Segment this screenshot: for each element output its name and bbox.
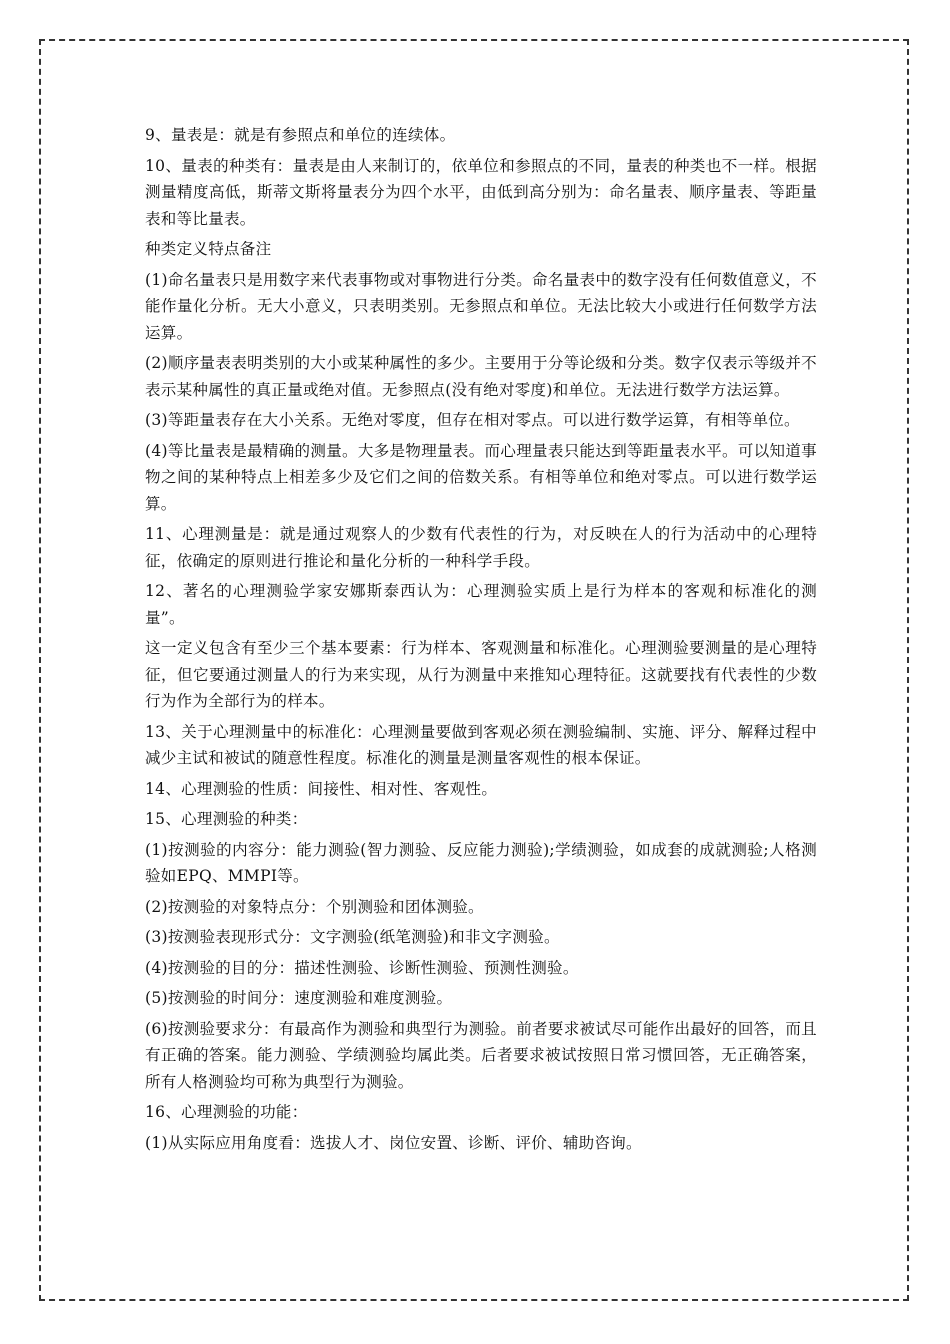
paragraph-definition-elements: 这一定义包含有至少三个基本要素：行为样本、客观测量和标准化。心理测验要测量的是心理特征，但它要通过测量人的行为来实现，从行为测量中来推知心理特征。这就要找有代表性的少数行为作为全部行为的样本。 [145, 639, 817, 710]
paragraph-interval-scale: (3)等距量表存在大小关系。无绝对零度，但存在相对零点。可以进行数学运算，有相等单位。 [145, 411, 800, 429]
document-body [145, 122, 817, 1160]
paragraph-13-standardization: 13、关于心理测量中的标准化：心理测量要做到客观必须在测验编制、实施、评分、解释过程中减少主试和被试的随意性程度。标准化的测量是测量客观性的根本保证。 [145, 722, 817, 767]
paragraph-type-by-purpose: (4)按测验的目的分：描述性测验、诊断性测验、预测性测验。 [145, 958, 579, 977]
paragraph-type-by-form: (3)按测验表现形式分：文字测验(纸笔测验)和非文字测验。 [145, 928, 560, 946]
paragraph-type-by-requirement: (6)按测验要求分：有最高作为测验和典型行为测验。前者要求被试尽可能作出最好的回答，而且有正确的答案。能力测验、学绩测验均属此类。后者要求被试按照日常习惯回答，无正确答案，所有人格测验均可称为典型行为测验。 [145, 1019, 817, 1091]
paragraph-ordinal-scale: (2)顺序量表表明类别的大小或某种属性的多少。主要用于分等论级和分类。数字仅表示等级并不表示某种属性的真正量或绝对值。无参照点(没有绝对零度)和单位。无法进行数学方法运算。 [145, 354, 817, 399]
paragraph-type-by-time: (5)按测验的时间分：速度测验和难度测验。 [145, 989, 453, 1007]
paragraph-11-psychological-measurement: 11、心理测量是：就是通过观察人的少数有代表性的行为，对反映在人的行为活动中的心理特征，依确定的原则进行推论和量化分析的一种科学手段。 [145, 525, 817, 570]
paragraph-16-test-functions: 16、心理测验的功能： [145, 1103, 308, 1121]
paragraph-12-anastasi-definition: 12、著名的心理测验学家安娜斯泰西认为：心理测验实质上是行为样本的客观和标准化的测量”。 [145, 582, 817, 627]
paragraph-15-test-types: 15、心理测验的种类： [145, 810, 308, 828]
paragraph-nominal-scale: (1)命名量表只是用数字来代表事物或对事物进行分类。命名量表中的数字没有任何数值意义，不能作量化分析。无大小意义，只表明类别。无参照点和单位。无法比较大小或进行任何数学方法运算。 [145, 270, 817, 342]
paragraph-type-by-content: (1)按测验的内容分：能力测验(智力测验、反应能力测验);学绩测验，如成套的成就测验;人格测验如EPQ、MMPI等。 [145, 840, 817, 885]
paragraph-9-scale-definition: 9、量表是：就是有参照点和单位的连续体。 [145, 126, 456, 144]
paragraph-table-header: 种类定义特点备注 [145, 240, 272, 258]
paragraph-function-practical: (1)从实际应用角度看：选拔人才、岗位安置、诊断、评价、辅助咨询。 [145, 1133, 642, 1152]
paragraph-ratio-scale: (4)等比量表是最精确的测量。大多是物理量表。而心理量表只能达到等距量表水平。可以知道事物之间的某种特点上相差多少及它们之间的倍数关系。有相等单位和绝对零点。可以进行数学运算。 [145, 441, 817, 513]
paragraph-type-by-subject: (2)按测验的对象特点分：个别测验和团体测验。 [145, 897, 484, 916]
paragraph-14-test-properties: 14、心理测验的性质：间接性、相对性、客观性。 [145, 779, 498, 798]
paragraph-10-scale-types: 10、量表的种类有：量表是由人来制订的，依单位和参照点的不同，量表的种类也不一样。根据测量精度高低，斯蒂文斯将量表分为四个水平，由低到高分别为：命名量表、顺序量表、等距量表和等比量表。 [145, 156, 817, 228]
